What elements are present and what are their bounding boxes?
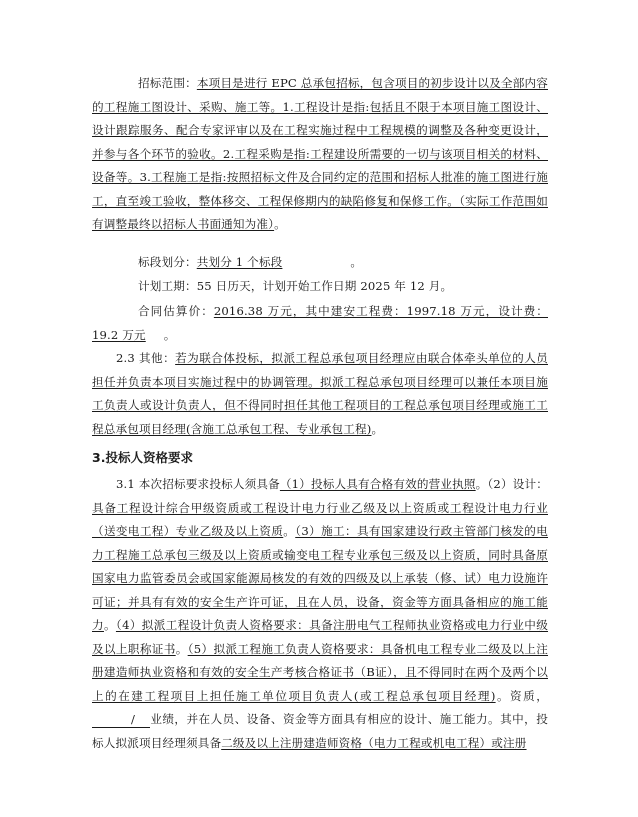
qualification-req-2: 具备工程设计综合甲级资质或工程设计电力行业乙级及以上资质或工程设计电力行业（送变电工程）专业乙级及以上资质 xyxy=(92,500,548,538)
qualification-tail: 业绩，并在人员、设备、资金等方面具有相应的设计、施工能力。 xyxy=(150,712,501,726)
schedule-text: 计划工期：55 日历天，计划开始工作日期 2025 年 12 月。 xyxy=(138,279,453,293)
qualification-sep-4: 。 xyxy=(175,641,188,656)
sections-label: 标段划分： xyxy=(138,255,197,269)
scope-text: 本项目是进行 EPC 总承包招标，包含项目的初步设计以及全部内容的工程施工图设计、采购、施工等。1.工程设计是指:包括且不限于本项目施工图设计、设计跟踪服务、配合专家评审以及在工程实施过程中工程规模的调整及各种变更设计，并参与各个环节的验收。2.工程采购是指:工程建设所需要的一切与该项目相关的材料、设备等。3.工程施工是指:按照招标文件及合同约定的范围和招标人批准的施工图进行施工，直至竣工验收，整体移交、工程保修期内的缺陷修复和保修工作。（实际工作范围如有调整最终以招标人书面通知为准） xyxy=(92,76,548,231)
other-label: 2.3 其他： xyxy=(116,351,176,365)
sections-value: 共划分 1 个标段 xyxy=(196,255,283,269)
other-text: 若为联合体投标，拟派工程总承包项目经理应由联合体牵头单位的人员担任并负责本项目实施过程中的协调管理。拟派工程总承包项目经理可以兼任本项目施工负责人或设计负责人，但不得同时担任其他工程项目的工程总承包项目经理或施工工程总承包项目经理(含施工总承包工程、专业承包工程) xyxy=(92,351,548,436)
other-end: 。 xyxy=(371,421,384,436)
price-value: 2016.38 万元，其中建安工程费：1997.18 万元，设计费：19.2 万元 xyxy=(92,304,548,342)
qualification-blank: / xyxy=(92,712,150,728)
qualification-sep-3: 。 xyxy=(103,618,116,632)
qualification-last: 二级及以上注册建造师资格（电力工程或机电工程）或注册 xyxy=(221,735,527,750)
scope-label: 招标范围： xyxy=(138,76,197,90)
qualification-req-5: （5）拟派工程施工负责人资格要求：具备机电工程专业二级及以上注册建造师执业资格和有效的安全生产考核合格证书（B证），且不得同时在两个及两个以上的在建工程项目上担任施工单位项目负责人(或工程总承包项目经理) xyxy=(92,641,549,703)
qualification-lead: 3.1 本次招标要求投标人须具备 xyxy=(116,477,280,491)
qualification-req-4: （4）拟派工程设计负责人资格要求：具备注册电气工程师执业资格或电力行业中级及以上职称证书 xyxy=(92,618,549,656)
qualification-last-lead: 其中，投标人拟派项目经理须具备 xyxy=(92,712,548,750)
scope-paragraph xyxy=(92,72,548,237)
other-paragraph xyxy=(92,347,548,441)
sections-paragraph xyxy=(92,251,548,275)
schedule-paragraph xyxy=(92,275,548,299)
price-label: 合同估算价： xyxy=(138,304,214,318)
qualification-req-1: （1）投标人具有合格有效的营业执照 xyxy=(279,477,476,491)
qualification-sep-2: 。 xyxy=(283,524,296,538)
qualification-sep-5: 。资质， xyxy=(495,688,548,703)
qualification-paragraph xyxy=(92,473,548,755)
qualification-req-3: （3）施工：具有国家建设行政主管部门核发的电力工程施工总承包三级及以上资质或输变电工程专业承包三级及以上资质，同时具备原国家电力监管委员会或国家能源局核发的有效的四级及以上承装（修、试）电力设施许可证；并具有有效的安全生产许可证，且在人员，设备，资金等方面具备相应的施工能力 xyxy=(92,524,548,632)
section-heading: 3.投标人资格要求 xyxy=(92,450,193,465)
qualification-sep-1: 。（2）设计： xyxy=(475,477,548,491)
price-end: 。 xyxy=(163,327,176,342)
sections-end: 。 xyxy=(350,255,363,269)
price-paragraph xyxy=(92,300,548,347)
scope-end: 。 xyxy=(274,217,286,231)
